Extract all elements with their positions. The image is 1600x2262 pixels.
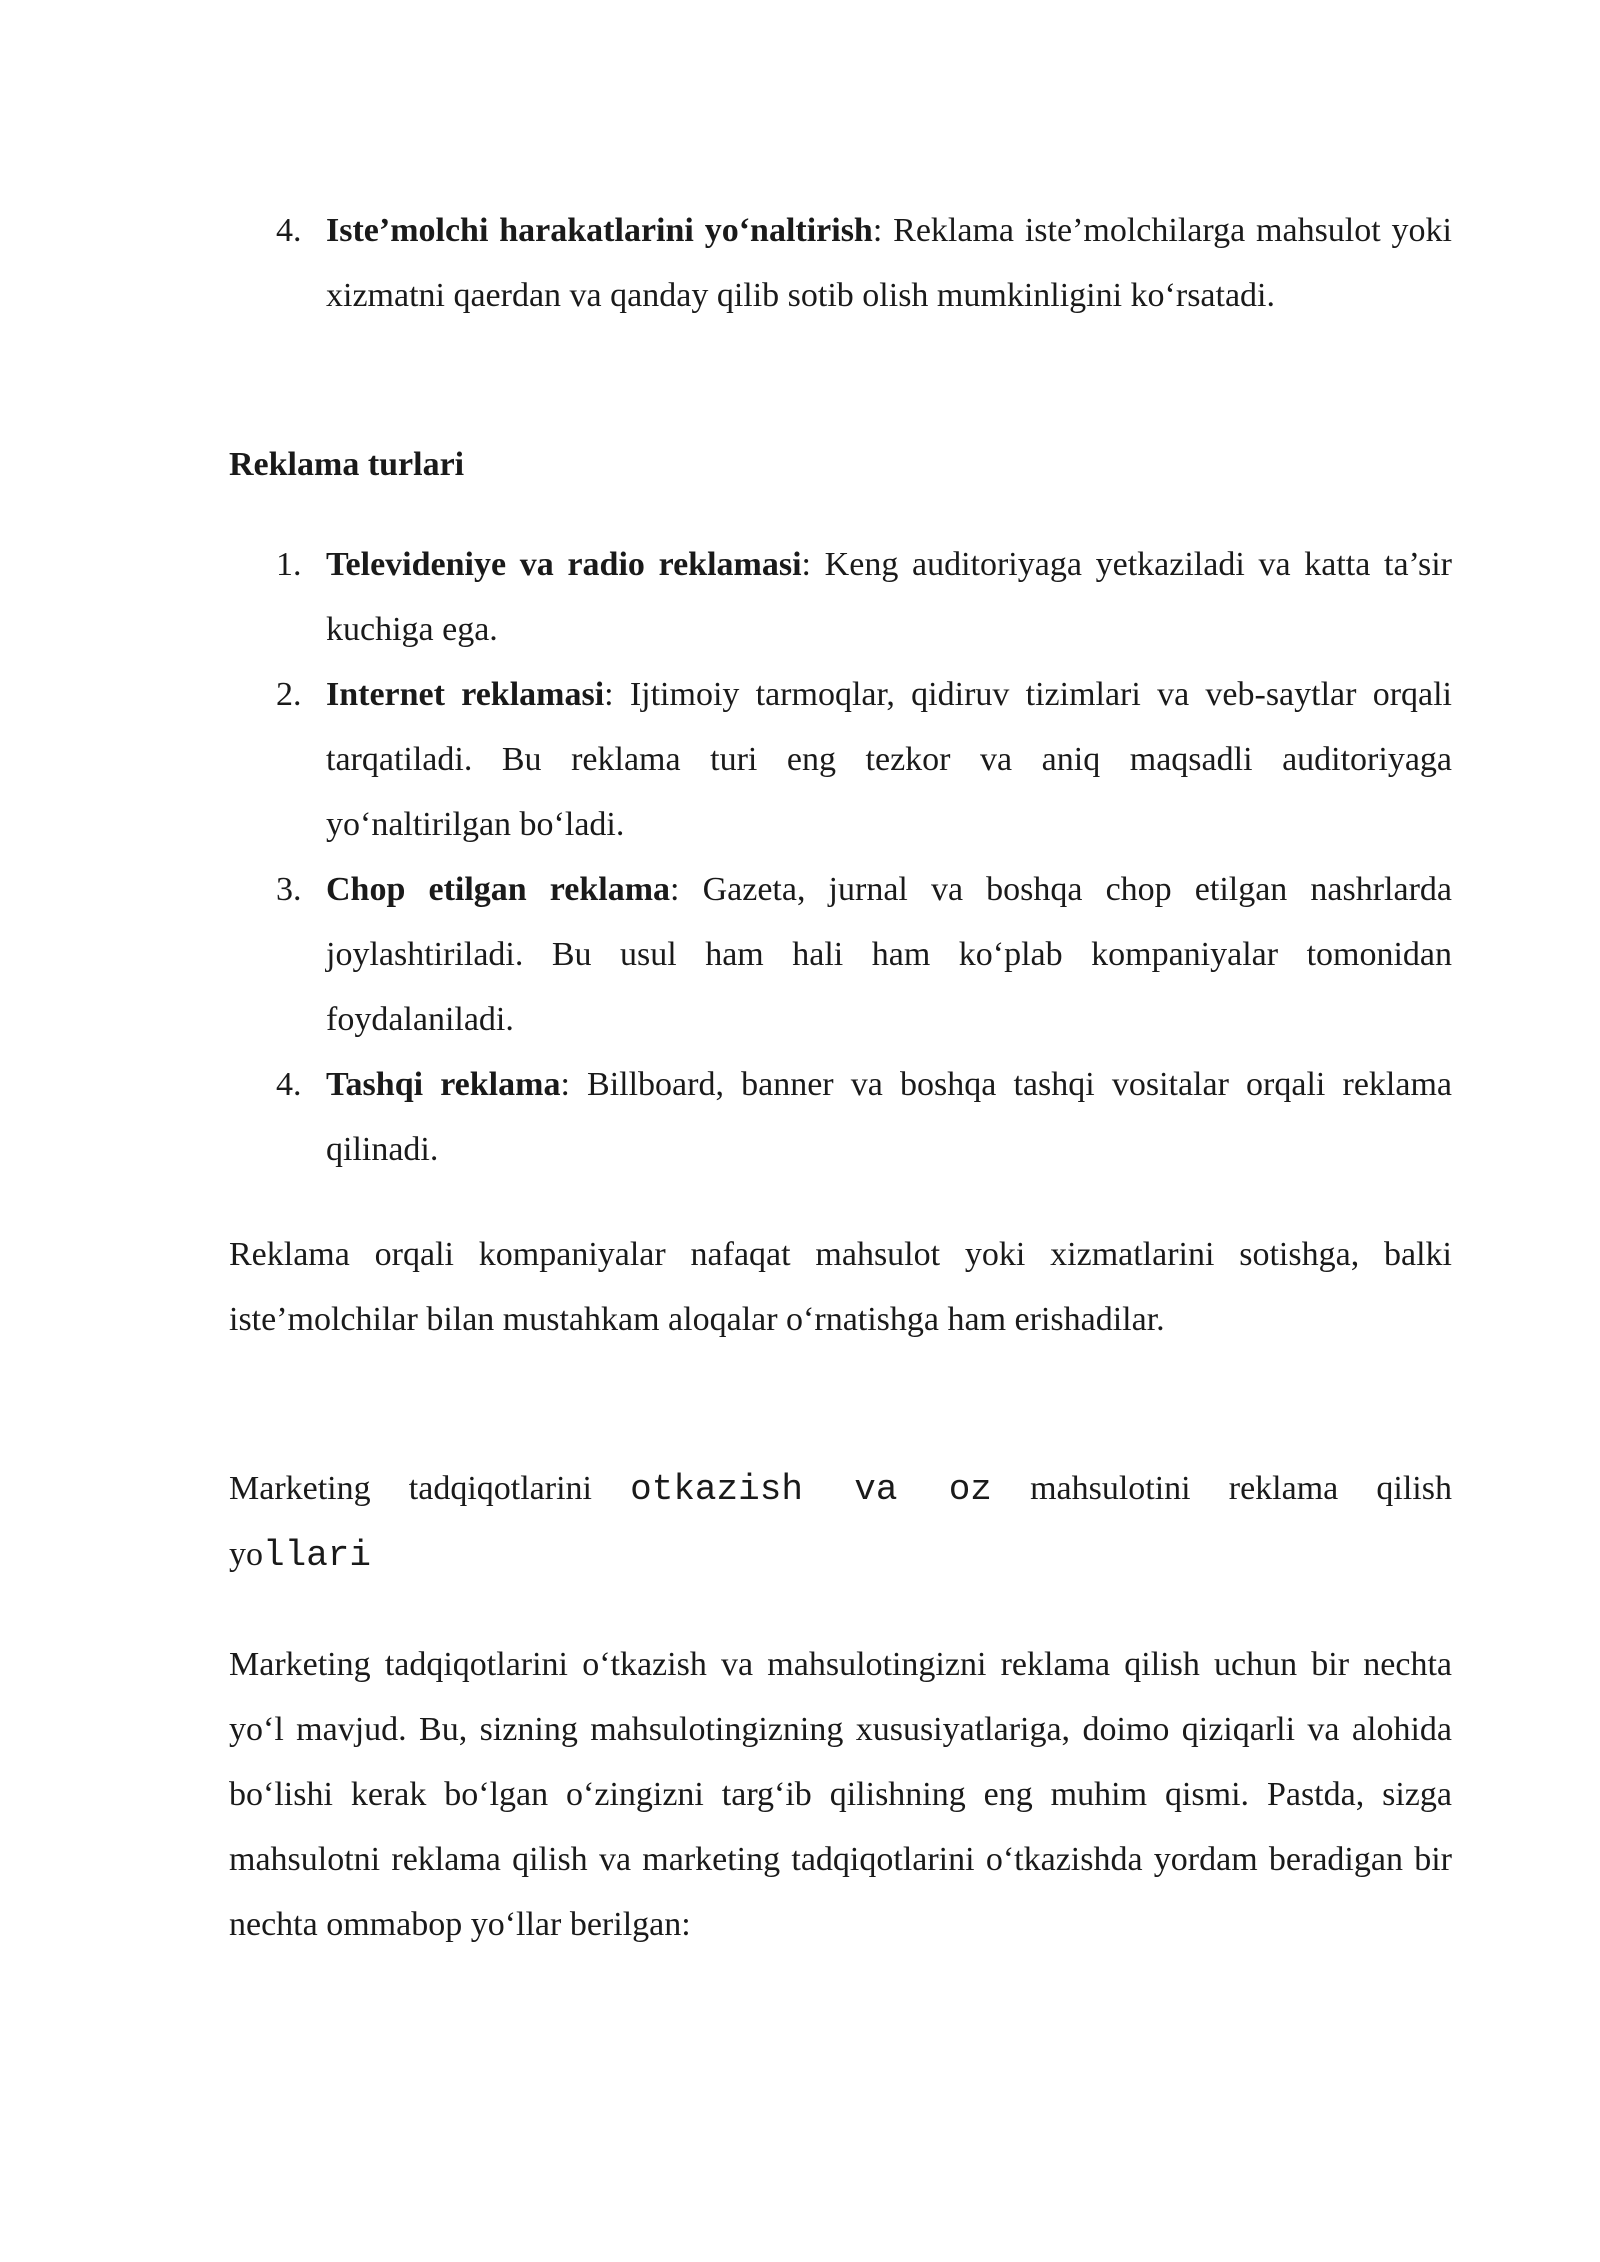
list-item-term: Internet reklamasi xyxy=(326,676,605,713)
list-item-term: Iste’molchi harakatlarini yo‘naltirish xyxy=(326,212,873,249)
list-item-body xyxy=(326,1052,1452,1182)
list-item xyxy=(229,1052,1452,1182)
list-item-body xyxy=(326,857,1452,1052)
list-item-body xyxy=(326,198,1452,328)
list-item-term: Tashqi reklama xyxy=(326,1066,561,1103)
section-title-part: oz xyxy=(948,1469,992,1510)
list-number: 3. xyxy=(276,871,302,908)
list-item xyxy=(229,857,1452,1052)
list-item-text: : Keng auditoriyaga yetkaziladi va katta ta’sir kuchiga ega. xyxy=(326,546,1452,648)
section-title-part: va xyxy=(802,1469,949,1510)
list-item-text: : Billboard, banner va boshqa tashqi vositalar orqali reklama qilinadi. xyxy=(326,1066,1452,1168)
list-item-body xyxy=(326,662,1452,857)
list-item xyxy=(229,198,1452,328)
section-title-line-2 xyxy=(229,1522,1452,1588)
section-title-part: Marketing tadqiqotlarini xyxy=(229,1470,631,1507)
list-item xyxy=(229,662,1452,857)
list-number: 4. xyxy=(276,212,302,249)
section-heading: Reklama turlari xyxy=(229,446,465,483)
list-item-text: : Reklama iste’molchilarga mahsulot yoki xizmatni qaerdan va qanday qilib sotib olish mumkinligini ko‘rsatadi. xyxy=(326,212,1453,314)
section-title-part: yo xyxy=(229,1536,263,1573)
section-title-line-1 xyxy=(229,1456,1452,1522)
list-number: 2. xyxy=(276,676,302,713)
section-title xyxy=(229,1456,1452,1588)
list-number: 1. xyxy=(276,546,302,583)
list-item-body xyxy=(326,532,1452,662)
intro-paragraph: Marketing tadqiqotlarini o‘tkazish va mahsulotingizni reklama qilish uchun bir nechta yo‘l mavjud. Bu, sizning mahsulotingizning xususiyatlariga, doimo qiziqarli va alohida bo‘lishi kerak bo‘lgan o‘zingizni targ‘ib qilishning eng muhim qismi. Pastda, sizga mahsulotni reklama qilish va marketing tadqiqotlarini o‘tkazishda yordam beradigan bir nechta ommabop yo‘llar berilgan: xyxy=(229,1646,1452,1943)
list-item xyxy=(229,532,1452,662)
list-number: 4. xyxy=(276,1066,302,1103)
section-title-part: mahsulotini reklama qilish xyxy=(991,1470,1452,1507)
list-item-text: : Ijtimoiy tarmoqlar, qidiruv tizimlari va veb-saytlar orqali tarqatiladi. Bu reklama turi eng tezkor va aniq maqsadli auditoriyaga yo‘naltirilgan bo‘ladi. xyxy=(326,676,1453,843)
list-item-term: Televideniye va radio reklamasi xyxy=(326,546,802,583)
list-item-text: : Gazeta, jurnal va boshqa chop etilgan nashrlarda joylashtiriladi. Bu usul ham hali ham ko‘plab kompaniyalar tomonidan foydalaniladi. xyxy=(326,871,1452,1038)
section-title-part: otkazish xyxy=(630,1469,803,1510)
section-title-part: llari xyxy=(263,1535,372,1576)
summary-paragraph: Reklama orqali kompaniyalar nafaqat mahsulot yoki xizmatlarini sotishga, balki iste’molchilar bilan mustahkam aloqalar o‘rnatishga ham erishadilar. xyxy=(229,1236,1452,1338)
list-item-term: Chop etilgan reklama xyxy=(326,871,671,908)
